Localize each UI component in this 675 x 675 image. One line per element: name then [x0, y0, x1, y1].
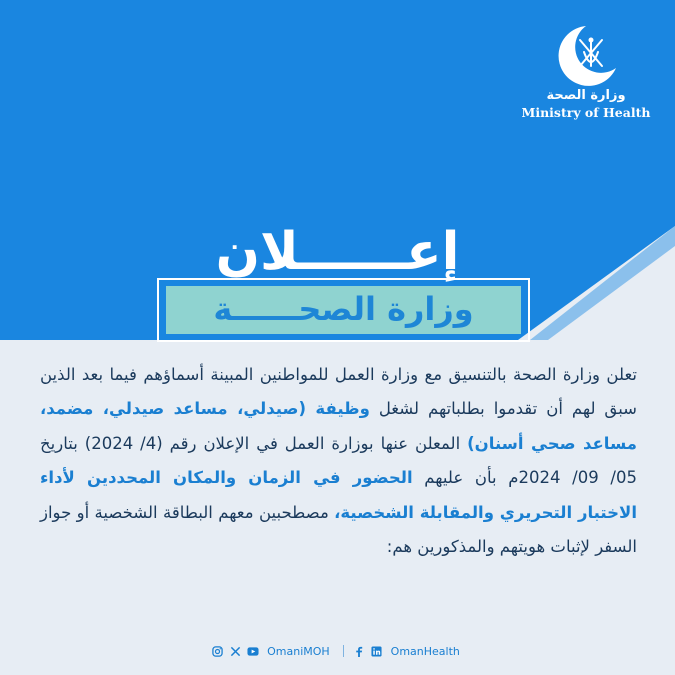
ministry-name-ribbon: وزارة الصحــــــة	[166, 286, 521, 334]
logo-english-text: Ministry of Health	[521, 105, 651, 120]
x-icon[interactable]	[229, 645, 241, 657]
attendance-highlight: الحضور في الزمان والمكان المحددين لأداء الاختبار التحريري والمقابلة الشخصية،	[40, 468, 637, 522]
facebook-icon[interactable]	[353, 645, 365, 657]
social-footer	[0, 642, 675, 660]
body-text-2: المعلن عنها بوزارة العمل في الإعلان رقم (4/ 2024) بتاريخ 05/ 09/ 2024م بأن عليهم	[40, 433, 637, 488]
social-handle-2[interactable]: OmanHealth	[390, 644, 460, 658]
linkedin-icon[interactable]	[371, 645, 383, 657]
announcement-title: إعــــــلان	[215, 222, 460, 282]
body-text-1: تعلن وزارة الصحة بالتنسيق مع وزارة العمل للمواطنين المبينة أسماؤهم فيما بعد الذين سبق لهم أن تقدموا بطلباتهم لشغل	[40, 365, 637, 419]
crescent-khanjar-emblem-icon	[546, 22, 626, 90]
announcement-body	[40, 358, 637, 564]
job-titles-highlight: وظيفة (صيدلي، مساعد صيدلي، مضمد، مساعد صحي أسنان)	[40, 399, 638, 453]
footer-divider	[343, 645, 344, 657]
instagram-icon[interactable]	[211, 645, 223, 657]
body-text-3: مصطحبين معهم البطاقة الشخصية أو جواز السفر لإثبات هويتهم والمذكورين هم:	[40, 502, 637, 557]
ministry-logo	[521, 22, 651, 120]
youtube-icon[interactable]	[247, 645, 259, 657]
social-handle-1[interactable]: OmaniMOH	[267, 644, 330, 658]
logo-arabic-text: وزارة الصحة	[546, 88, 626, 103]
